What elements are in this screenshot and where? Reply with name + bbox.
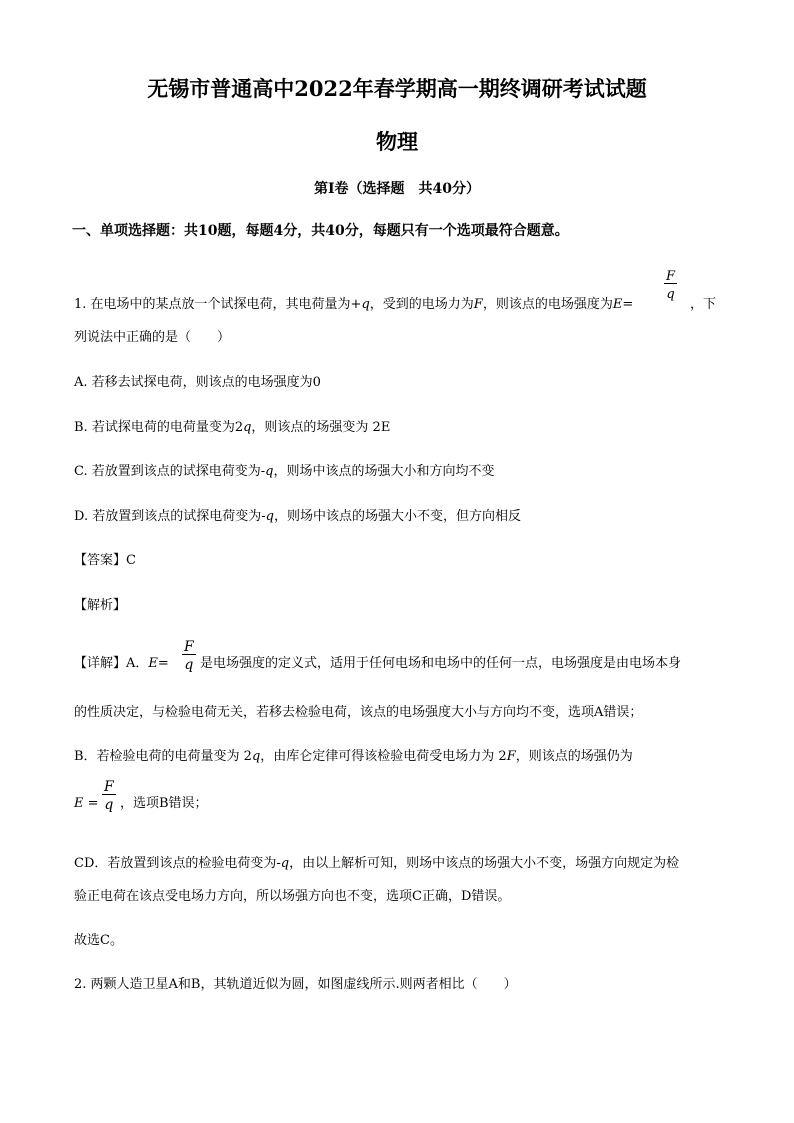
b-equation-start	[74, 797, 99, 810]
q1-stem-tail: ，下	[690, 297, 717, 312]
volume-heading: 第Ⅰ卷（选择题 共40分）	[313, 181, 481, 197]
detail-line2: 的性质决定，与检验电荷无关，若移去检验电荷，该点的电场强度大小与方向均不变，选项A错误；	[74, 705, 643, 720]
q1-stem-line2: 列说法中正确的是（ ）	[74, 330, 231, 345]
text-run: ，则该点的场强变为 2E	[251, 420, 391, 435]
option-b	[74, 421, 390, 434]
equals-sign: =	[622, 297, 634, 312]
text-run: ，由库仑定律可得该检验电荷受电场力为 2	[260, 749, 507, 764]
var-F: F	[506, 749, 516, 764]
var-E: E	[612, 297, 623, 312]
text-run: 1. 在电场中的某点放一个试探电荷，其电荷量为+	[74, 297, 362, 312]
var-E: E	[148, 656, 158, 671]
fraction-denominator: q	[104, 797, 114, 813]
var-q: q	[243, 420, 252, 435]
detail-fraction	[182, 640, 196, 672]
option-a: A. 若移去试探电荷，则该点的电场强度为0	[74, 375, 321, 390]
equals-sign: =	[87, 796, 99, 811]
fraction-numerator: F	[184, 639, 194, 655]
cd-analysis-line1	[74, 857, 679, 870]
exam-title: 无锡市普通高中2022年春学期高一期终调研考试试题	[147, 76, 647, 101]
analysis-label: 【解析】	[74, 598, 127, 613]
text-run: B．若检验电荷的电荷量变为 2	[74, 749, 252, 764]
detail-label: 【详解】A．	[74, 656, 149, 671]
text-run: B. 若试探电荷的电荷量变为2	[74, 420, 244, 435]
var-q: q	[251, 749, 261, 764]
option-d	[74, 510, 521, 523]
text-run: ，由以上解析可知，则场中该点的场强大小不变，场强方向规定为检	[289, 856, 680, 871]
q1-stem-line1	[74, 298, 633, 311]
text-run: ，则该点的电场强度为	[482, 297, 613, 312]
fraction-denominator: q	[666, 287, 675, 302]
fraction-numerator: F	[666, 269, 676, 284]
q2-stem: 2. 两颗人造卫星A和B，其轨道近似为圆，如图虚线所示.则两者相比（ ）	[74, 977, 517, 992]
b-analysis-line1	[74, 750, 633, 763]
subject-title: 物理	[376, 129, 418, 154]
fraction-numerator: F	[104, 779, 114, 795]
text-run: D. 若放置到该点的试探电荷变为-	[74, 509, 266, 524]
var-E: E	[74, 796, 84, 811]
answer-value: C	[126, 553, 136, 568]
text-run: ，则场中该点的场强大小不变，但方向相反	[273, 509, 521, 524]
var-q: q	[265, 509, 274, 524]
var-F: F	[473, 297, 483, 312]
b-analysis-line2: ，选项B错误；	[120, 796, 208, 811]
detail-line1-text: 是电场强度的定义式，适用于任何电场和电场中的任何一点，电场强度是由电场本身	[200, 656, 682, 671]
equals-sign: =	[157, 656, 169, 671]
option-c	[74, 465, 495, 478]
var-q: q	[361, 297, 370, 312]
answer-label: 【答案】	[74, 553, 127, 568]
section-heading: 一、单项选择题：共10题，每题4分，共40分，每题只有一个选项最符合题意。	[72, 223, 569, 239]
text-run: ，受到的电场力为	[369, 297, 474, 312]
stem-fraction	[664, 270, 677, 301]
answer-line	[74, 554, 136, 567]
b-fraction	[102, 780, 116, 812]
var-q: q	[280, 856, 290, 871]
text-run: ，则场中该点的场强大小和方向均不变	[273, 464, 495, 479]
fraction-denominator: q	[184, 657, 194, 673]
detail-line1-start	[74, 657, 169, 670]
text-run: C. 若放置到该点的试探电荷变为-	[74, 464, 266, 479]
var-q: q	[265, 464, 274, 479]
text-run: ，则该点的场强仍为	[515, 749, 633, 764]
conclusion: 故选C。	[74, 933, 123, 948]
text-run: CD．若放置到该点的检验电荷变为-	[74, 856, 281, 871]
cd-analysis-line2: 验正电荷在该点受电场力方向，所以场强方向也不变，选项C正确，D错误。	[74, 889, 511, 904]
